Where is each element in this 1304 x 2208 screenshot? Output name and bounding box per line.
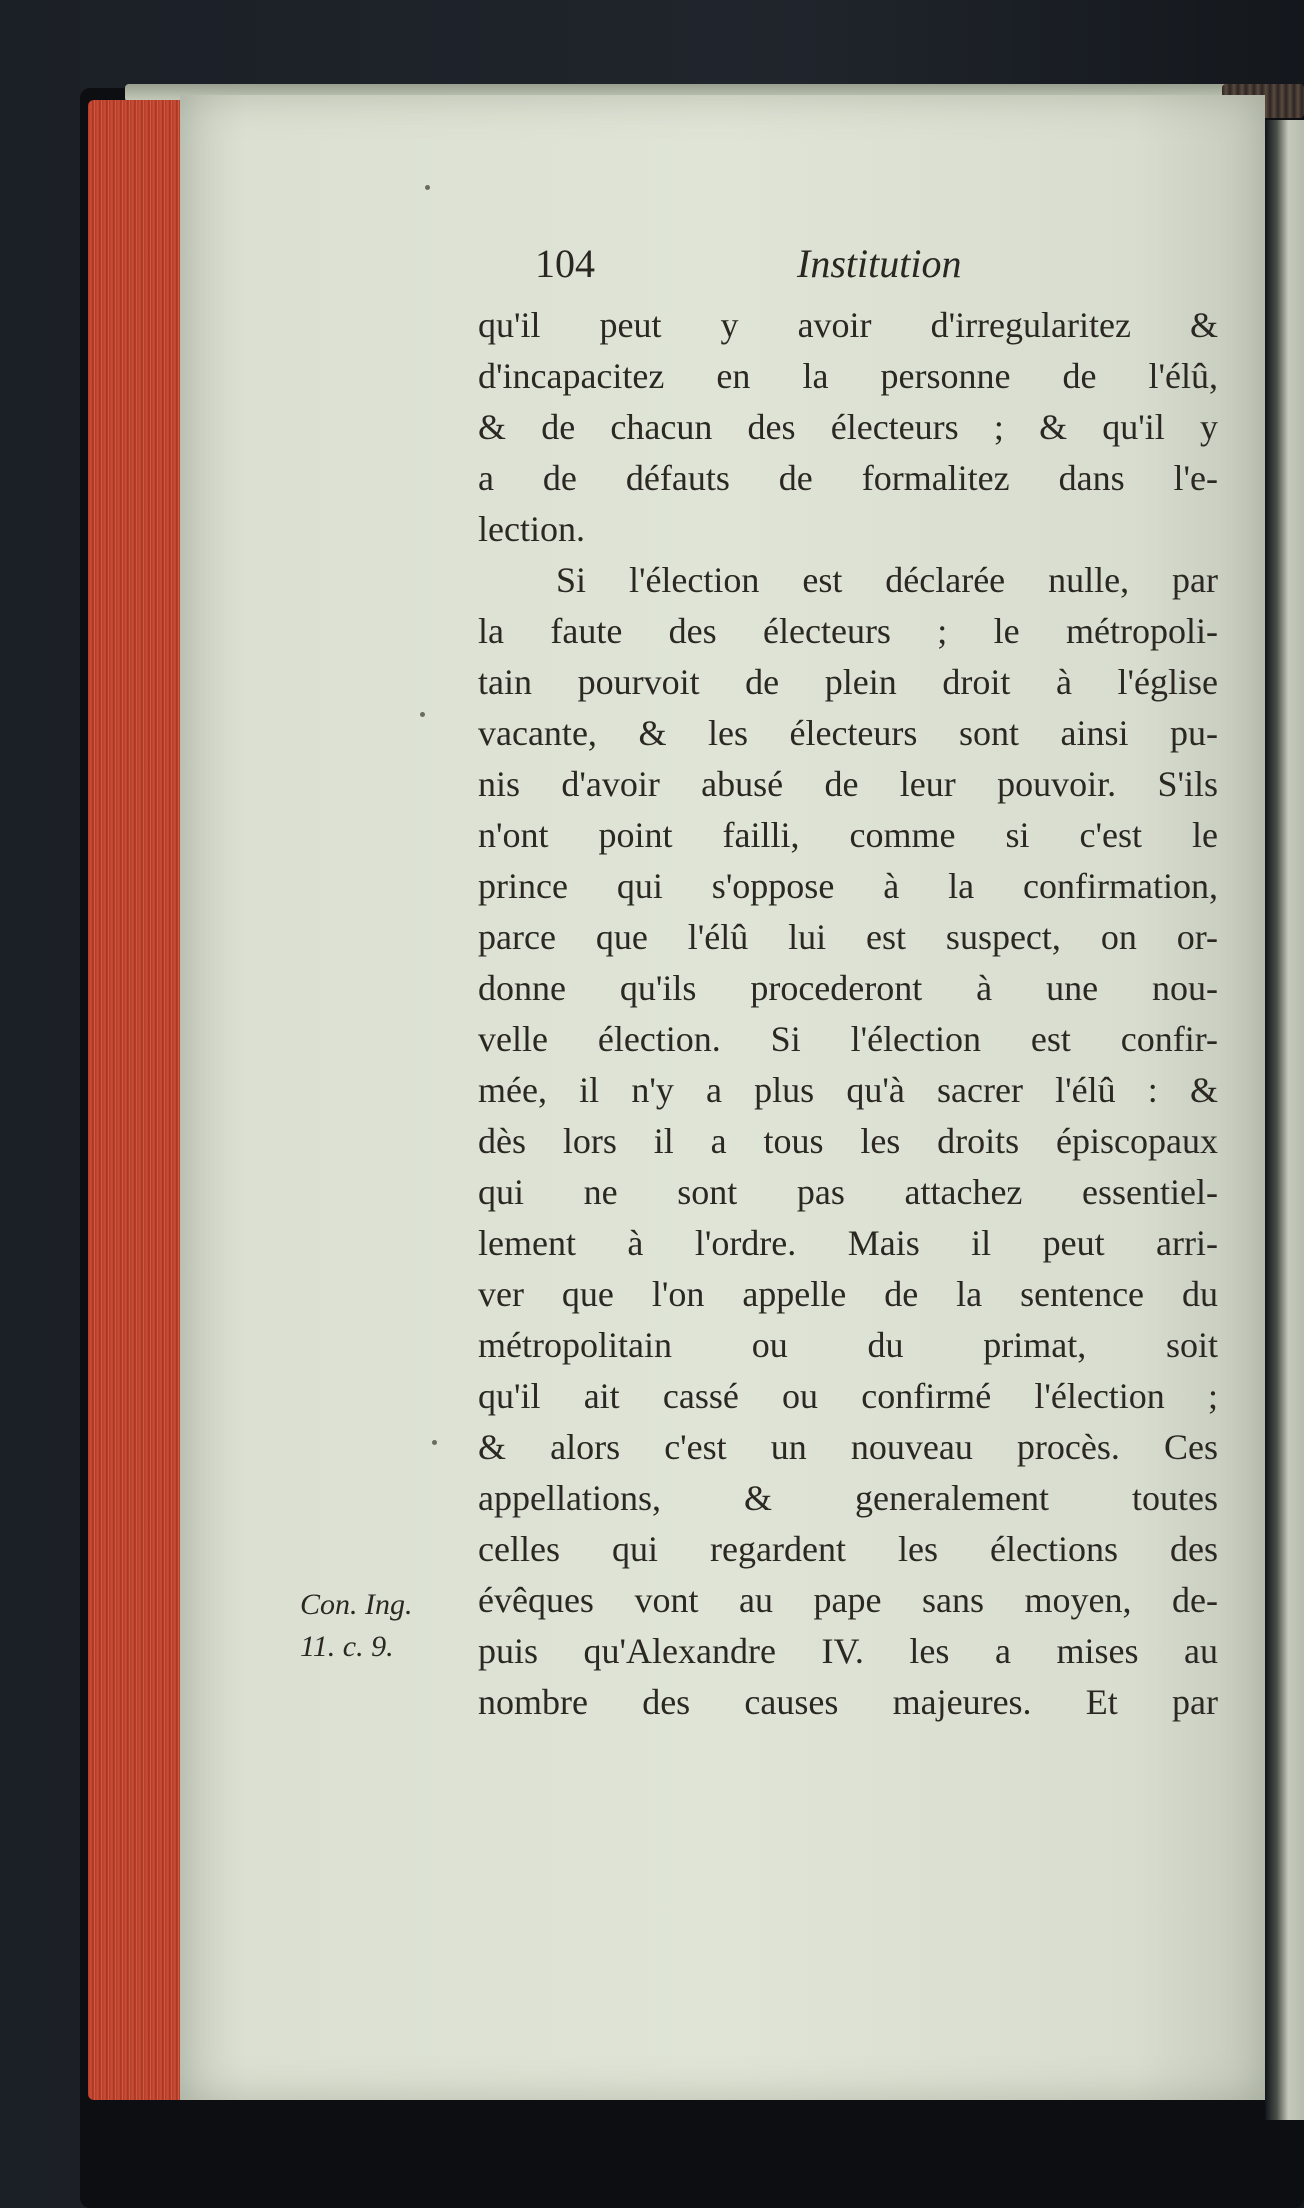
text-line: prince qui s'oppose à la confirmation, [478,866,1218,906]
text-line: nombre des causes majeures. Et par [478,1682,1218,1722]
text-line: ver que l'on appelle de la sentence du [478,1274,1218,1314]
red-page-edges [88,100,188,2100]
text-line: lection. [478,509,585,549]
text-line: métropolitain ou du primat, soit [478,1325,1218,1365]
text-line: n'ont point failli, comme si c'est le [478,815,1218,855]
text-line: vacante, & les électeurs sont ainsi pu- [478,713,1218,753]
paper-speck [432,1440,437,1445]
text-line: puis qu'Alexandre IV. les a mises au [478,1631,1218,1671]
running-title: Institution [797,241,962,286]
text-line: nis d'avoir abusé de leur pouvoir. S'ils [478,764,1218,804]
text-line: a de défauts de formalitez dans l'e- [478,458,1218,498]
text-line: velle élection. Si l'élection est confir- [478,1019,1218,1059]
text-line: donne qu'ils procederont à une nou- [478,968,1218,1008]
text-line: qu'il ait cassé ou confirmé l'élection ; [478,1376,1218,1416]
text-line: & de chacun des électeurs ; & qu'il y [478,407,1218,447]
text-line: Si l'élection est déclarée nulle, par [556,560,1218,600]
facing-page-edge [1265,120,1304,2120]
text-line: mée, il n'y a plus qu'à sacrer l'élû : & [478,1070,1218,1110]
text-line: la faute des électeurs ; le métropoli- [478,611,1218,651]
text-line: dès lors il a tous les droits épiscopaux [478,1121,1218,1161]
body-text [478,300,1218,1728]
paper-speck [425,185,430,190]
text-line: tain pourvoit de plein droit à l'église [478,662,1218,702]
margin-citation-line: 11. c. 9. [300,1630,394,1663]
margin-citation [300,1584,470,1668]
text-line: appellations, & generalement toutes [478,1478,1218,1518]
paper-speck [420,712,425,717]
text-line: qu'il peut y avoir d'irregularitez & [478,305,1218,345]
text-line: celles qui regardent les élections des [478,1529,1218,1569]
page-header [535,240,1235,296]
page-number: 104 [535,241,595,286]
text-line: qui ne sont pas attachez essentiel- [478,1172,1218,1212]
text-line: & alors c'est un nouveau procès. Ces [478,1427,1218,1467]
text-line: parce que l'élû lui est suspect, on or- [478,917,1218,957]
text-line: d'incapacitez en la personne de l'élû, [478,356,1218,396]
text-line: évêques vont au pape sans moyen, de- [478,1580,1218,1620]
text-line: lement à l'ordre. Mais il peut arri- [478,1223,1218,1263]
margin-citation-line: Con. Ing. [300,1588,413,1621]
